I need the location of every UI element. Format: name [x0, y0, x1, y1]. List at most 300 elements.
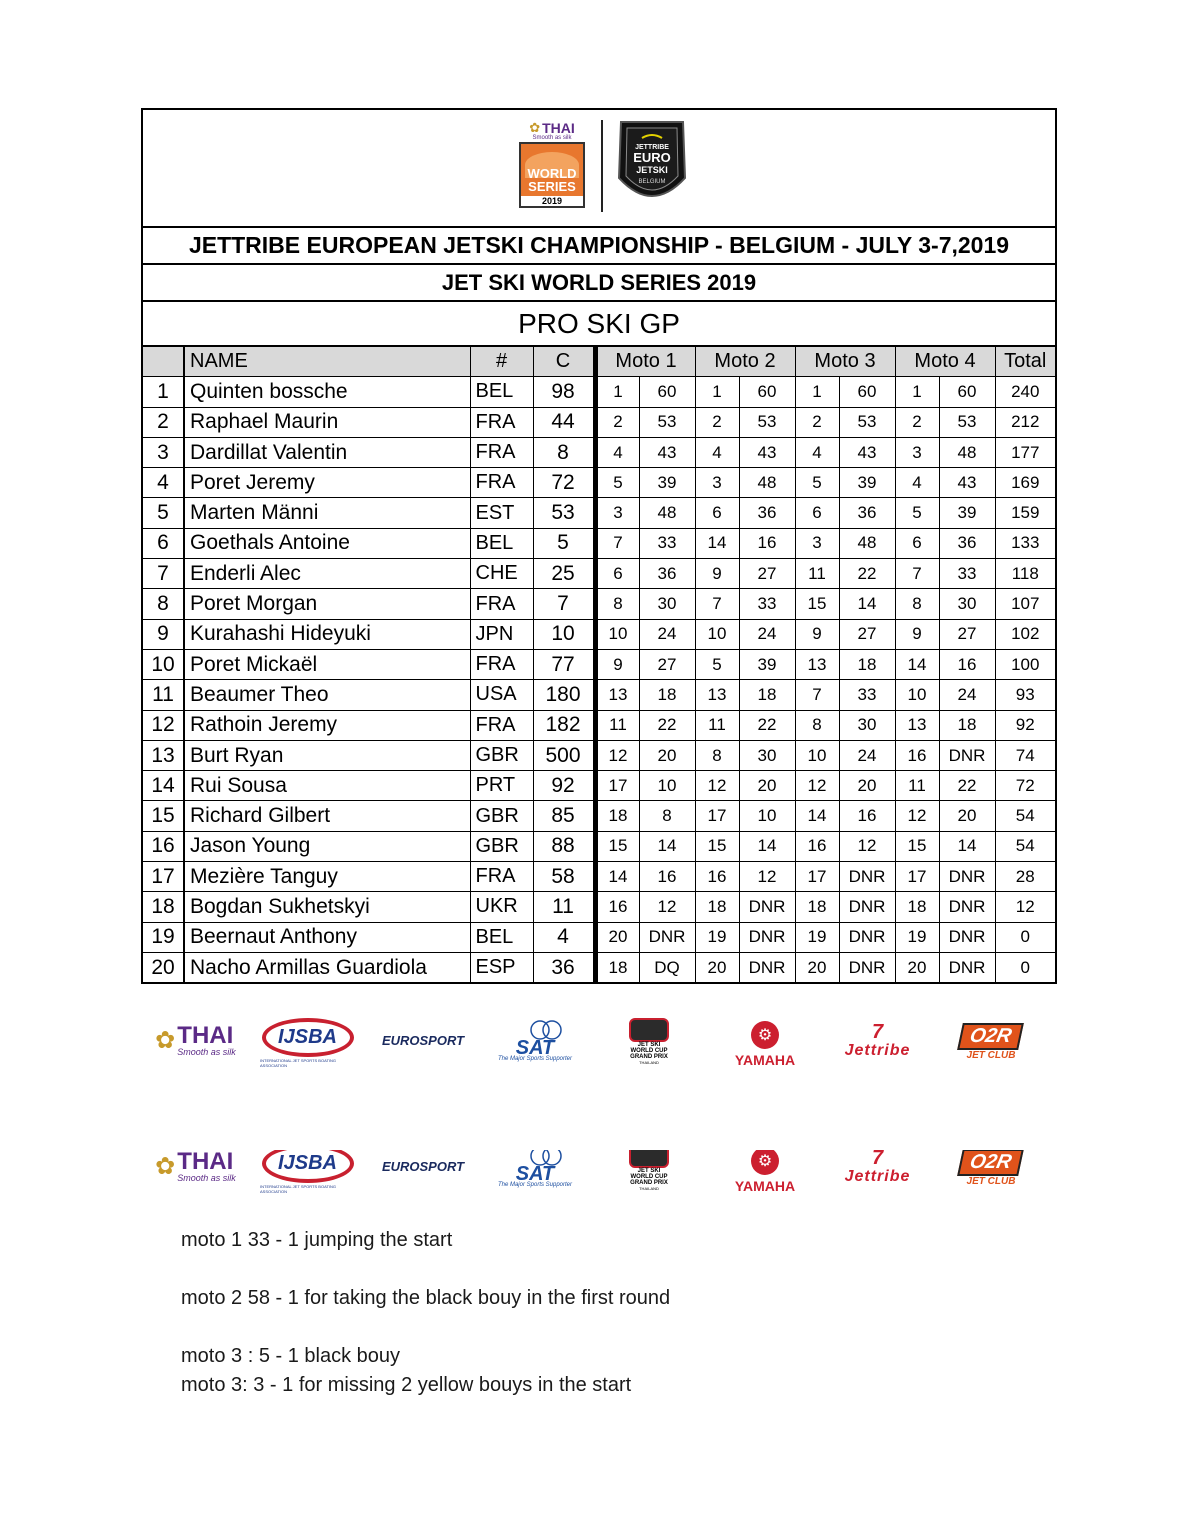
cell-name: Poret Morgan	[184, 589, 470, 619]
cell-moto3-place: 15	[795, 589, 839, 619]
cell-number: 11	[533, 892, 595, 922]
cell-moto4-place: 14	[895, 649, 939, 679]
cell-moto1-place: 18	[595, 801, 639, 831]
header-moto3: Moto 3	[795, 347, 895, 377]
cell-moto3-place: 18	[795, 892, 839, 922]
cell-moto2-place: 1	[695, 377, 739, 407]
cell-moto1-points: 8	[639, 801, 695, 831]
cell-moto2-place: 5	[695, 649, 739, 679]
eurosport-logo: EUROSPORT	[381, 1032, 465, 1048]
cell-moto2-place: 13	[695, 680, 739, 710]
cell-country: FRA	[470, 710, 533, 740]
results-table	[143, 347, 1055, 982]
cell-total: 72	[995, 771, 1055, 801]
world-series-logo: ✿ THAI Smooth as silk WORLD SERIES 2019	[513, 120, 591, 212]
cell-country: GBR	[470, 831, 533, 861]
header-pos	[143, 347, 184, 377]
cell-moto4-place: 11	[895, 771, 939, 801]
cell-moto3-place: 16	[795, 831, 839, 861]
note-moto1: moto 1 33 - 1 jumping the start	[181, 1229, 453, 1251]
euro-jetski-logo	[615, 118, 689, 214]
cell-total: 28	[995, 862, 1055, 892]
cell-moto4-place: 13	[895, 710, 939, 740]
cell-total: 74	[995, 740, 1055, 770]
cell-country: GBR	[470, 740, 533, 770]
cell-country: UKR	[470, 892, 533, 922]
header-moto1: Moto 1	[595, 347, 695, 377]
header-logos	[143, 110, 1055, 228]
cell-moto1-points: 53	[639, 407, 695, 437]
cell-moto1-points: 14	[639, 831, 695, 861]
cell-name: Rui Sousa	[184, 771, 470, 801]
cell-name: Beaumer Theo	[184, 680, 470, 710]
table-row	[143, 498, 1055, 528]
cell-moto1-points: 27	[639, 649, 695, 679]
cell-name: Burt Ryan	[184, 740, 470, 770]
cell-moto4-points: 48	[939, 437, 995, 467]
cell-moto4-points: 60	[939, 377, 995, 407]
cell-moto4-points: DNR	[939, 952, 995, 982]
ijsba-logo: IJSBA INTERNATIONAL JET SPORTS BOATING ASSOCIATION	[260, 1150, 355, 1194]
cell-moto3-place: 8	[795, 710, 839, 740]
cell-moto1-points: 10	[639, 771, 695, 801]
sat-rings-icon	[500, 1020, 570, 1056]
thai-orchid-icon: ✿	[155, 1026, 176, 1054]
cell-moto2-points: 39	[739, 649, 795, 679]
header-country: #	[470, 347, 533, 377]
cell-name: Nacho Armillas Guardiola	[184, 952, 470, 982]
cell-moto3-place: 20	[795, 952, 839, 982]
world-cup-logo: JET SKI WORLD CUP GRAND PRIX THAILAND	[614, 1150, 684, 1198]
sponsor-row-2	[140, 1150, 1050, 1200]
table-row	[143, 619, 1055, 649]
cell-moto4-points: DNR	[939, 892, 995, 922]
cell-moto1-points: 16	[639, 862, 695, 892]
header-moto2: Moto 2	[695, 347, 795, 377]
table-row	[143, 801, 1055, 831]
cell-moto4-points: 18	[939, 710, 995, 740]
cell-moto4-points: 30	[939, 589, 995, 619]
table-row	[143, 468, 1055, 498]
o2r-jet-club-logo: O2R JET CLUB	[945, 1022, 1037, 1062]
cell-moto1-place: 16	[595, 892, 639, 922]
cell-position: 18	[143, 892, 184, 922]
cell-position: 1	[143, 377, 184, 407]
cell-number: 98	[533, 377, 595, 407]
cell-moto3-place: 5	[795, 468, 839, 498]
cell-moto3-place: 2	[795, 407, 839, 437]
cell-moto4-points: 27	[939, 619, 995, 649]
table-row	[143, 589, 1055, 619]
thai-airways-logo: ✿ THAI Smooth as silk	[155, 1021, 236, 1057]
cell-moto3-place: 7	[795, 680, 839, 710]
cell-moto2-points: 30	[739, 740, 795, 770]
cell-number: 5	[533, 528, 595, 558]
cell-moto1-place: 13	[595, 680, 639, 710]
cell-country: FRA	[470, 589, 533, 619]
cell-moto1-points: 60	[639, 377, 695, 407]
cell-moto3-points: 27	[839, 619, 895, 649]
svg-text:JETTRIBE: JETTRIBE	[635, 144, 669, 151]
cell-total: 240	[995, 377, 1055, 407]
cell-moto2-place: 9	[695, 559, 739, 589]
cell-moto3-place: 1	[795, 377, 839, 407]
cell-moto2-points: 36	[739, 498, 795, 528]
cell-moto3-place: 6	[795, 498, 839, 528]
cell-moto3-points: 48	[839, 528, 895, 558]
cell-moto1-place: 6	[595, 559, 639, 589]
cell-moto4-points: 16	[939, 649, 995, 679]
table-row	[143, 862, 1055, 892]
cell-total: 212	[995, 407, 1055, 437]
cell-moto3-points: 14	[839, 589, 895, 619]
thai-airways-logo: ✿ THAI Smooth as silk	[155, 1150, 236, 1183]
cell-moto3-points: 20	[839, 771, 895, 801]
yamaha-tuning-fork-icon: ⚙	[751, 1150, 779, 1175]
cell-moto2-points: DNR	[739, 922, 795, 952]
cell-moto1-points: 12	[639, 892, 695, 922]
cell-name: Raphael Maurin	[184, 407, 470, 437]
cell-moto2-points: 18	[739, 680, 795, 710]
cell-number: 85	[533, 801, 595, 831]
cell-position: 13	[143, 740, 184, 770]
cell-moto3-place: 14	[795, 801, 839, 831]
header-moto4: Moto 4	[895, 347, 995, 377]
cell-moto2-points: 24	[739, 619, 795, 649]
cell-moto4-points: 14	[939, 831, 995, 861]
cell-moto4-points: 36	[939, 528, 995, 558]
cell-position: 8	[143, 589, 184, 619]
cell-position: 20	[143, 952, 184, 982]
svg-text:EURO: EURO	[633, 150, 671, 165]
cell-moto4-points: 22	[939, 771, 995, 801]
cell-moto4-place: 20	[895, 952, 939, 982]
cell-total: 159	[995, 498, 1055, 528]
cell-moto4-place: 3	[895, 437, 939, 467]
cell-position: 4	[143, 468, 184, 498]
cell-name: Enderli Alec	[184, 559, 470, 589]
table-row	[143, 831, 1055, 861]
cell-name: Quinten bossche	[184, 377, 470, 407]
cell-position: 6	[143, 528, 184, 558]
table-row	[143, 952, 1055, 982]
results-sheet	[141, 108, 1057, 984]
cell-moto2-place: 8	[695, 740, 739, 770]
yamaha-logo: ⚙ YAMAHA	[725, 1150, 805, 1198]
cell-moto2-points: 60	[739, 377, 795, 407]
table-row	[143, 437, 1055, 467]
cell-moto1-place: 17	[595, 771, 639, 801]
cell-moto1-place: 7	[595, 528, 639, 558]
cell-total: 107	[995, 589, 1055, 619]
cell-moto2-points: 48	[739, 468, 795, 498]
table-row	[143, 407, 1055, 437]
cell-country: USA	[470, 680, 533, 710]
eurosport-logo: EUROSPORT	[381, 1158, 465, 1174]
cell-number: 182	[533, 710, 595, 740]
cell-moto4-points: 39	[939, 498, 995, 528]
cell-moto2-place: 6	[695, 498, 739, 528]
logo-divider	[601, 120, 603, 212]
cell-moto2-points: DNR	[739, 892, 795, 922]
cell-position: 12	[143, 710, 184, 740]
class-title: PRO SKI GP	[143, 302, 1055, 347]
cell-moto4-place: 4	[895, 468, 939, 498]
cell-total: 54	[995, 801, 1055, 831]
cell-moto4-place: 6	[895, 528, 939, 558]
cell-number: 25	[533, 559, 595, 589]
svg-text:SAT: SAT	[515, 1037, 555, 1056]
cell-total: 54	[995, 831, 1055, 861]
cell-name: Goethals Antoine	[184, 528, 470, 558]
cell-moto4-points: DNR	[939, 740, 995, 770]
cell-moto2-place: 16	[695, 862, 739, 892]
cell-moto2-place: 3	[695, 468, 739, 498]
cell-country: FRA	[470, 437, 533, 467]
note-moto3-a: moto 3 : 5 - 1 black bouy	[181, 1345, 401, 1367]
cell-moto4-place: 17	[895, 862, 939, 892]
cell-total: 169	[995, 468, 1055, 498]
sat-rings-icon	[500, 1150, 570, 1182]
cell-country: CHE	[470, 559, 533, 589]
thai-orchid-icon: ✿	[529, 120, 541, 135]
cell-position: 2	[143, 407, 184, 437]
cell-country: BEL	[470, 922, 533, 952]
cell-name: Poret Mickaël	[184, 649, 470, 679]
cell-moto1-place: 14	[595, 862, 639, 892]
cell-number: 58	[533, 862, 595, 892]
results-body	[143, 377, 1055, 982]
cell-moto1-points: DNR	[639, 922, 695, 952]
cell-moto2-points: DNR	[739, 952, 795, 982]
cell-country: JPN	[470, 619, 533, 649]
cell-moto1-place: 15	[595, 831, 639, 861]
table-row	[143, 740, 1055, 770]
cell-moto4-place: 7	[895, 559, 939, 589]
cell-total: 0	[995, 922, 1055, 952]
cell-number: 4	[533, 922, 595, 952]
cell-moto1-points: 24	[639, 619, 695, 649]
cell-position: 19	[143, 922, 184, 952]
table-row	[143, 377, 1055, 407]
cell-total: 100	[995, 649, 1055, 679]
cell-moto2-points: 22	[739, 710, 795, 740]
cell-moto4-points: 24	[939, 680, 995, 710]
cell-moto2-place: 17	[695, 801, 739, 831]
cell-position: 10	[143, 649, 184, 679]
cell-country: BEL	[470, 528, 533, 558]
cell-number: 53	[533, 498, 595, 528]
thai-orchid-icon: ✿	[155, 1152, 176, 1180]
cell-number: 72	[533, 468, 595, 498]
cell-moto3-points: DNR	[839, 892, 895, 922]
cell-total: 93	[995, 680, 1055, 710]
yamaha-tuning-fork-icon: ⚙	[751, 1021, 779, 1049]
cell-moto1-place: 9	[595, 649, 639, 679]
cell-moto2-points: 53	[739, 407, 795, 437]
cell-moto1-points: 39	[639, 468, 695, 498]
cell-moto2-points: 43	[739, 437, 795, 467]
note-moto3-b: moto 3: 3 - 1 for missing 2 yellow bouys in the start	[181, 1374, 632, 1396]
cell-moto4-points: DNR	[939, 862, 995, 892]
cell-moto3-points: 22	[839, 559, 895, 589]
cell-moto4-place: 12	[895, 801, 939, 831]
series-title: JET SKI WORLD SERIES 2019	[143, 265, 1055, 302]
cell-moto3-points: DNR	[839, 922, 895, 952]
cell-total: 102	[995, 619, 1055, 649]
cell-name: Beernaut Anthony	[184, 922, 470, 952]
cell-moto2-place: 11	[695, 710, 739, 740]
header-total: Total	[995, 347, 1055, 377]
cell-name: Kurahashi Hideyuki	[184, 619, 470, 649]
cell-moto3-place: 10	[795, 740, 839, 770]
cell-moto3-place: 19	[795, 922, 839, 952]
event-title: JETTRIBE EUROPEAN JETSKI CHAMPIONSHIP - BELGIUM - JULY 3-7,2019	[143, 228, 1055, 265]
cell-moto3-points: 18	[839, 649, 895, 679]
cell-name: Dardillat Valentin	[184, 437, 470, 467]
cell-moto1-points: 43	[639, 437, 695, 467]
cell-country: ESP	[470, 952, 533, 982]
cell-moto1-place: 3	[595, 498, 639, 528]
jettribe-logo: 7 Jettribe	[844, 1021, 911, 1059]
cell-total: 177	[995, 437, 1055, 467]
cell-moto1-points: 20	[639, 740, 695, 770]
cell-country: FRA	[470, 468, 533, 498]
cell-moto4-place: 19	[895, 922, 939, 952]
cell-position: 17	[143, 862, 184, 892]
cell-country: GBR	[470, 801, 533, 831]
cell-number: 10	[533, 619, 595, 649]
cell-total: 12	[995, 892, 1055, 922]
cell-total: 92	[995, 710, 1055, 740]
table-row	[143, 559, 1055, 589]
cell-moto1-place: 5	[595, 468, 639, 498]
cell-name: Mezière Tanguy	[184, 862, 470, 892]
cell-position: 16	[143, 831, 184, 861]
cell-position: 3	[143, 437, 184, 467]
yamaha-logo: ⚙ YAMAHA	[725, 1016, 805, 1072]
world-cup-emblem-icon	[629, 1150, 669, 1168]
cell-moto2-place: 12	[695, 771, 739, 801]
cell-number: 180	[533, 680, 595, 710]
cell-moto4-place: 9	[895, 619, 939, 649]
cell-moto2-place: 10	[695, 619, 739, 649]
cell-moto3-points: 60	[839, 377, 895, 407]
cell-moto4-points: 20	[939, 801, 995, 831]
cell-moto2-points: 27	[739, 559, 795, 589]
cell-position: 15	[143, 801, 184, 831]
table-row	[143, 680, 1055, 710]
cell-number: 36	[533, 952, 595, 982]
cell-moto1-place: 1	[595, 377, 639, 407]
cell-number: 7	[533, 589, 595, 619]
cell-moto4-place: 8	[895, 589, 939, 619]
cell-moto4-points: 33	[939, 559, 995, 589]
table-row	[143, 528, 1055, 558]
cell-moto4-points: 53	[939, 407, 995, 437]
cell-moto2-points: 10	[739, 801, 795, 831]
table-row	[143, 771, 1055, 801]
cell-moto1-place: 8	[595, 589, 639, 619]
cell-country: FRA	[470, 649, 533, 679]
cell-moto3-points: DNR	[839, 952, 895, 982]
cell-number: 77	[533, 649, 595, 679]
cell-moto2-place: 18	[695, 892, 739, 922]
table-header-row	[143, 347, 1055, 377]
cell-number: 500	[533, 740, 595, 770]
cell-moto1-place: 10	[595, 619, 639, 649]
cell-moto1-place: 11	[595, 710, 639, 740]
cell-moto1-points: DQ	[639, 952, 695, 982]
cell-moto3-place: 11	[795, 559, 839, 589]
cell-position: 9	[143, 619, 184, 649]
cell-moto3-points: 33	[839, 680, 895, 710]
cell-position: 11	[143, 680, 184, 710]
cell-moto3-place: 13	[795, 649, 839, 679]
svg-text:SAT: SAT	[515, 1163, 555, 1182]
cell-country: BEL	[470, 377, 533, 407]
cell-name: Richard Gilbert	[184, 801, 470, 831]
cell-moto4-place: 2	[895, 407, 939, 437]
table-row	[143, 710, 1055, 740]
o2r-jet-club-logo: O2R JET CLUB	[945, 1150, 1037, 1188]
cell-moto2-place: 15	[695, 831, 739, 861]
cell-moto1-points: 18	[639, 680, 695, 710]
cell-number: 8	[533, 437, 595, 467]
svg-text:BELGIUM: BELGIUM	[638, 179, 666, 185]
cell-moto2-points: 14	[739, 831, 795, 861]
cell-moto4-place: 18	[895, 892, 939, 922]
cell-total: 118	[995, 559, 1055, 589]
cell-moto3-points: 36	[839, 498, 895, 528]
cell-moto1-points: 33	[639, 528, 695, 558]
cell-moto2-place: 14	[695, 528, 739, 558]
cell-number: 92	[533, 771, 595, 801]
cell-moto2-points: 33	[739, 589, 795, 619]
jettribe-mark-icon: 7	[871, 1150, 884, 1169]
cell-country: PRT	[470, 771, 533, 801]
cell-moto4-points: DNR	[939, 922, 995, 952]
cell-moto3-points: 30	[839, 710, 895, 740]
ijsba-logo: IJSBA INTERNATIONAL JET SPORTS BOATING ASSOCIATION	[260, 1018, 355, 1068]
header-number: C	[533, 347, 595, 377]
cell-moto3-points: 24	[839, 740, 895, 770]
table-row	[143, 892, 1055, 922]
cell-moto3-points: 39	[839, 468, 895, 498]
jettribe-mark-icon: 7	[871, 1021, 884, 1043]
cell-moto3-points: 16	[839, 801, 895, 831]
cell-moto4-place: 16	[895, 740, 939, 770]
cell-moto3-place: 3	[795, 528, 839, 558]
cell-moto1-place: 12	[595, 740, 639, 770]
cell-moto1-points: 36	[639, 559, 695, 589]
cell-moto4-points: 43	[939, 468, 995, 498]
cell-moto4-place: 15	[895, 831, 939, 861]
cell-number: 88	[533, 831, 595, 861]
cell-moto2-points: 12	[739, 862, 795, 892]
note-moto2: moto 2 58 - 1 for taking the black bouy in the first round	[181, 1287, 671, 1309]
cell-moto1-place: 18	[595, 952, 639, 982]
sat-logo: SAT The Major Sports Supporter	[495, 1012, 575, 1070]
cell-total: 133	[995, 528, 1055, 558]
header-name: NAME	[184, 347, 470, 377]
cell-moto3-place: 9	[795, 619, 839, 649]
svg-text:JETSKI: JETSKI	[636, 165, 668, 175]
cell-moto3-points: 53	[839, 407, 895, 437]
world-cup-logo: JET SKI WORLD CUP GRAND PRIX THAILAND	[614, 1010, 684, 1072]
cell-name: Rathoin Jeremy	[184, 710, 470, 740]
cell-name: Jason Young	[184, 831, 470, 861]
